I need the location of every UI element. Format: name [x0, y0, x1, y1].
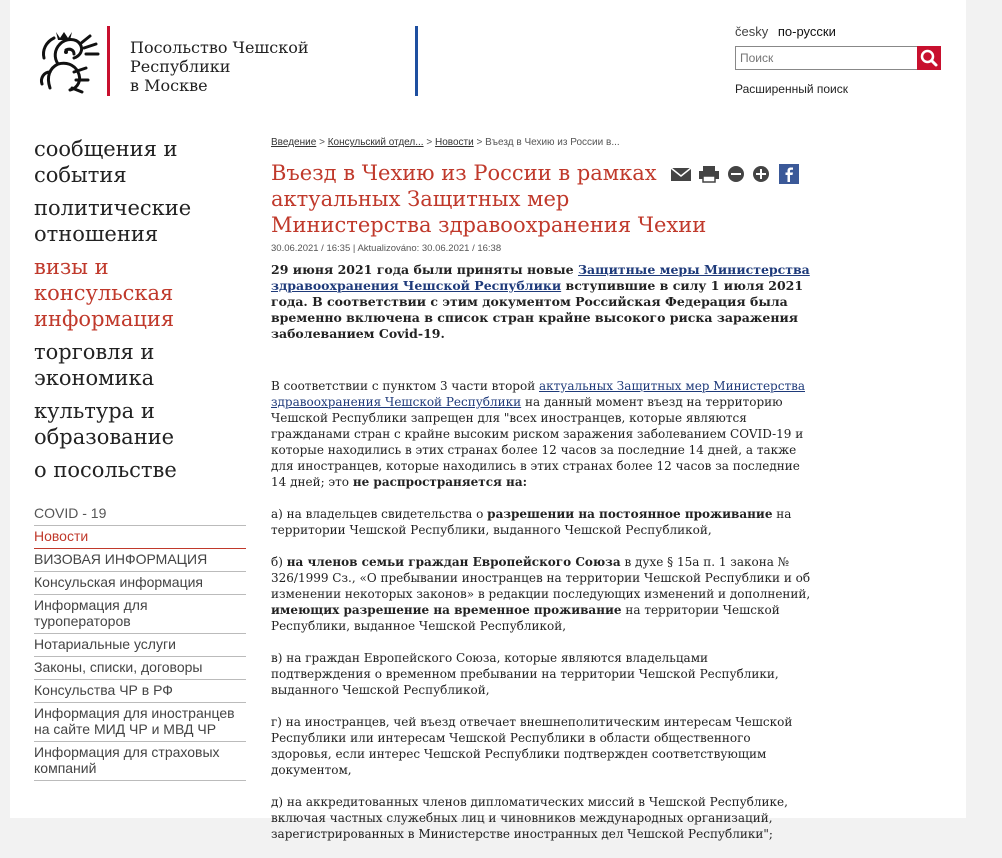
subnav-item-notary[interactable]: Нотариальные услуги	[34, 634, 246, 657]
search-button[interactable]	[917, 46, 941, 70]
zoom-out-icon[interactable]	[726, 164, 746, 184]
para-b-text: в духе § 15а п. 1 закона № 326/1999 Сз., «О пребывании иностранцев на территории Чешской Республики и об изменении некоторых законов» в редакции последующих изменений и дополнений,	[271, 555, 811, 601]
intro-link-protective-measures[interactable]: актуальных Защитных мер Министерства здравоохранения Чешской Республики	[271, 379, 805, 409]
paragraph-d: г) на иностранцев, чей въезд отвечает внешнеполитическим интересам Чешской Республики или интересам Чешской Республики в области общественного здоровья, если интерес Чешской Республики подтвержден соответствующим документом,	[271, 715, 793, 777]
subnav-item-insurance[interactable]: Информация для страховых компаний	[34, 742, 246, 781]
facebook-icon[interactable]	[778, 163, 800, 185]
czech-lion-logo[interactable]	[36, 28, 104, 96]
page-title: Въезд в Чехию из России в рамках актуальных Защитных мер Министерства здравоохранения Чехии	[271, 161, 707, 237]
lead-text: вступившие в силу 1 июля 2021 года. В соответствии с этим документом Российская Федерация была временно включена в список стран крайне высокого риска заражения заболеванием Covid-19.	[271, 278, 804, 341]
header-divider-blue	[415, 26, 418, 96]
mail-icon[interactable]	[670, 164, 692, 184]
para-b-bold: на членов семьи граждан Европейского Союза	[286, 555, 621, 569]
article-timestamp: 30.06.2021 / 16:35 | Aktualizováno: 30.06.2021 / 16:38	[271, 243, 502, 254]
lead-link-protective-measures[interactable]: Защитные меры Министерства здравоохранения Чешской Республики	[271, 262, 810, 293]
logo-divider-red	[107, 26, 110, 96]
breadcrumb-separator: >	[426, 137, 433, 148]
intro-text-bold: не распространяется на:	[352, 475, 528, 489]
breadcrumb-consular[interactable]: Консульский отдел...	[327, 137, 424, 148]
advanced-search-link[interactable]: Расширенный поиск	[735, 82, 848, 96]
breadcrumb	[271, 137, 620, 148]
para-b-text: б)	[271, 555, 287, 569]
nav-item-visas[interactable]: визы и консульская информация	[34, 255, 175, 331]
para-a-text: на территории Чешской Республики, выданного Чешской Республикой,	[271, 507, 792, 537]
embassy-name-line1: Посольство Чешской Республики	[130, 38, 309, 76]
nav-item-culture[interactable]: культура и образование	[34, 399, 175, 449]
nav-item-about[interactable]: о посольстве	[34, 458, 177, 482]
nav-item-trade[interactable]: торговля и экономика	[34, 340, 155, 390]
embassy-name-line2: в Москве	[130, 76, 208, 95]
subnav-item-visa-info[interactable]: ВИЗОВАЯ ИНФОРМАЦИЯ	[34, 549, 246, 572]
embassy-name[interactable]	[130, 38, 410, 95]
lead-text: 29 июня 2021 года были приняты новые	[271, 262, 578, 277]
zoom-in-icon[interactable]	[751, 164, 771, 184]
search-form	[735, 46, 941, 70]
subnav-item-tour-operators[interactable]: Информация для туроператоров	[34, 595, 246, 634]
nav-item-politics[interactable]: политические отношения	[34, 196, 192, 246]
article-body	[271, 262, 811, 858]
subnav-item-covid[interactable]: COVID - 19	[34, 503, 246, 526]
para-a-text: а) на владельцев свидетельства о	[271, 507, 488, 521]
breadcrumb-separator: >	[319, 137, 325, 148]
breadcrumb-home[interactable]: Введение	[271, 137, 317, 148]
breadcrumb-separator: >	[476, 137, 483, 148]
print-icon[interactable]	[698, 164, 720, 184]
subnav-item-news[interactable]: Новости	[34, 526, 246, 549]
subnav-item-laws[interactable]: Законы, списки, договоры	[34, 657, 246, 680]
page	[10, 0, 966, 841]
paragraph-intro	[271, 378, 811, 490]
breadcrumb-current: Въезд в Чехию из России в...	[485, 137, 620, 148]
para-b-bold: имеющих разрешение на временное проживание	[271, 603, 622, 617]
breadcrumb-news[interactable]: Новости	[434, 137, 474, 148]
sub-navigation	[34, 503, 246, 781]
main-navigation	[34, 136, 254, 490]
nav-item-news[interactable]: сообщения и события	[34, 137, 178, 187]
paragraph-e: д) на аккредитованных членов дипломатических миссий в Чешской Республике, включая частных служебных лиц и чиновников международных организаций, зарегистрированных в Министерстве иностранных дел Чешской Республики";	[271, 795, 788, 841]
language-switcher	[735, 24, 842, 39]
paragraph-a	[271, 506, 811, 538]
paragraph-b	[271, 554, 811, 634]
para-b-text: на территории Чешской Республики, выданное Чешской Республикой,	[271, 603, 780, 633]
search-input[interactable]	[735, 46, 921, 70]
intro-text: В соответствии с пунктом 3 части второй	[271, 379, 540, 393]
article-lead	[271, 262, 811, 342]
subnav-item-foreigners-info[interactable]: Информация для иностранцев на сайте МИД ЧР и МВД ЧР	[34, 703, 246, 742]
subnav-item-consulates[interactable]: Консульства ЧР в РФ	[34, 680, 246, 703]
search-icon	[917, 46, 941, 70]
intro-text: на данный момент въезд на территорию Чешской Республики запрещен для "всех иностранцев, которые являются гражданами стран с крайне высоким риском заражения заболеванием COVID-19 и которые находились в этих странах более 12 часов за последние 14 дней, а также для иностранцев, которые находились в этих странах более 12 часов за последние 14 дней; это	[271, 395, 804, 489]
para-a-bold: разрешении на постоянное проживание	[487, 507, 773, 521]
lang-czech-link[interactable]: česky	[735, 24, 769, 39]
article-tools	[670, 164, 805, 186]
subnav-item-consular-info[interactable]: Консульская информация	[34, 572, 246, 595]
lang-russian-current: по-русски	[777, 24, 836, 39]
paragraph-c: в) на граждан Европейского Союза, которые являются владельцами подтверждения о временном пребывании на территории Чешской Республики, выданного Чешской Республикой,	[271, 651, 779, 697]
